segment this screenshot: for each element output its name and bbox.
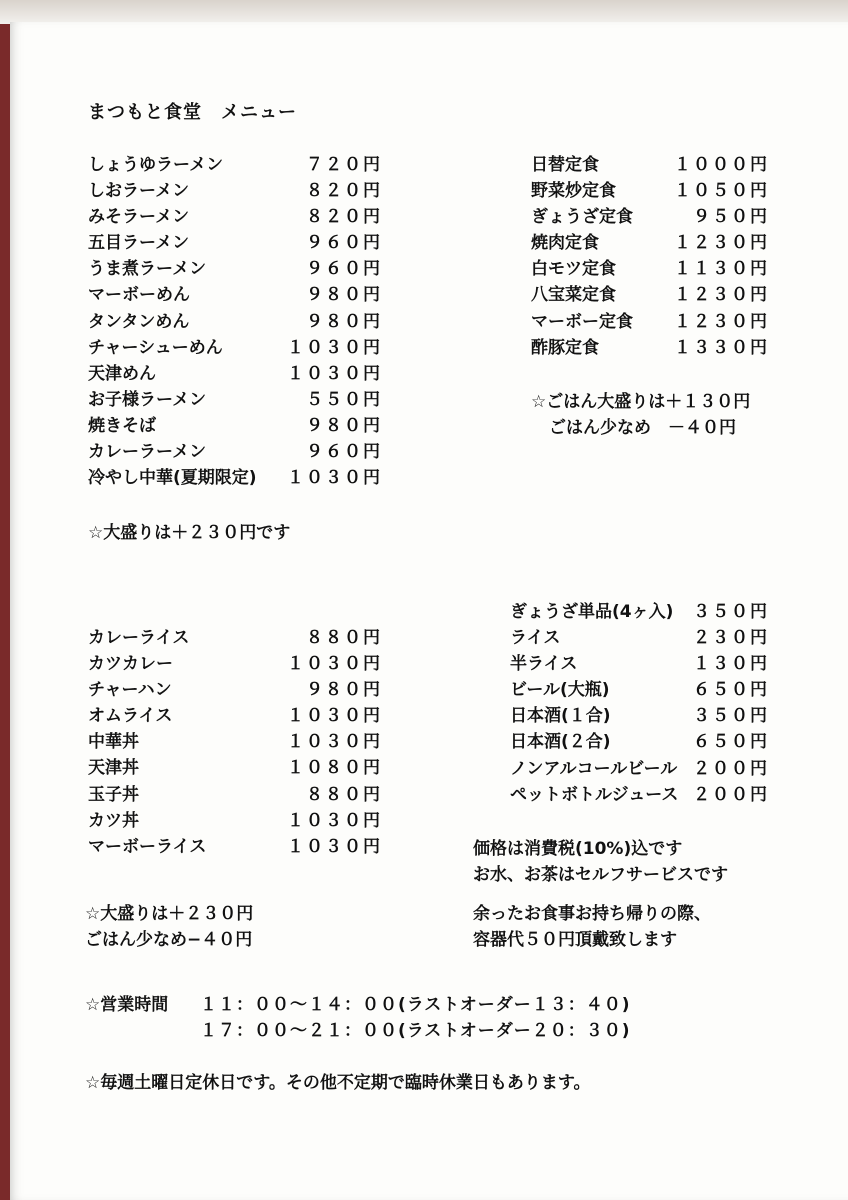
menu-item <box>88 228 382 254</box>
page-title: まつもと食堂 メニュー <box>88 102 297 123</box>
menu-item-price: １０００円 <box>674 155 769 175</box>
set-rice-small-note: ごはん少なめ －４０円 <box>549 418 736 438</box>
menu-item-name: しょうゆラーメン <box>88 155 224 175</box>
takeout-info: 余ったお食事お持ち帰りの際、 <box>473 904 711 924</box>
menu-item <box>88 832 382 858</box>
menu-item-name: 冷やし中華(夏期限定) <box>88 468 257 489</box>
menu-item <box>88 780 382 806</box>
menu-item-price: ９８０円 <box>306 680 382 701</box>
menu-item-name: 玉子丼 <box>88 784 139 805</box>
menu-item-name: 白モツ定食 <box>531 259 616 280</box>
menu-item <box>88 753 382 779</box>
menu-item-name: カレーライス <box>88 628 190 648</box>
closed-days-note: ☆毎週土曜日定休日です。その他不定期で臨時休業日もあります。 <box>85 1073 591 1093</box>
rice-large-note: ☆大盛りは＋２３０円 <box>85 904 254 924</box>
menu-item-name: ビール(大瓶) <box>510 680 610 701</box>
menu-item-name: 日本酒(２合) <box>510 732 611 753</box>
menu-item-price: ９５０円 <box>693 207 769 228</box>
noodle-menu-list <box>88 150 382 489</box>
menu-item-price: １０３０円 <box>287 363 382 384</box>
menu-item <box>531 176 769 202</box>
menu-item <box>510 675 769 701</box>
menu-item-name: ノンアルコールビール <box>510 758 678 779</box>
container-fee-info: 容器代５０円頂戴致します <box>473 930 677 950</box>
set-rice-large-note: ☆ごはん大盛りは＋１３０円 <box>531 392 751 412</box>
menu-item-name: 野菜炒定食 <box>531 181 616 202</box>
menu-item <box>531 254 769 280</box>
menu-item <box>88 150 382 176</box>
menu-item <box>510 754 769 780</box>
menu-item-price: １０３０円 <box>287 337 382 358</box>
menu-item <box>88 333 382 359</box>
menu-item-name: チャーハン <box>88 680 172 701</box>
menu-item-name: ぎょうざ定食 <box>531 207 633 228</box>
menu-item-price: ７２０円 <box>306 155 382 175</box>
menu-item-name: うま煮ラーメン <box>88 259 207 280</box>
menu-item <box>88 385 382 411</box>
menu-item-price: ９８０円 <box>306 415 382 436</box>
menu-item <box>510 597 769 623</box>
menu-item <box>88 727 382 753</box>
side-drink-menu-list <box>510 597 769 806</box>
menu-item-price: １２３０円 <box>674 285 769 306</box>
menu-item-name: カツ丼 <box>88 810 139 831</box>
menu-item <box>88 202 382 228</box>
menu-item-name: 八宝菜定食 <box>531 285 616 306</box>
menu-item-price: １０８０円 <box>287 758 382 779</box>
tax-info: 価格は消費税(10%)込です <box>473 839 683 859</box>
menu-item <box>510 701 769 727</box>
menu-item-price: １１３０円 <box>674 259 769 280</box>
menu-item-name: 酢豚定食 <box>531 337 599 358</box>
menu-item-name: 半ライス <box>510 654 578 675</box>
rice-dish-menu-list <box>88 623 382 858</box>
menu-item-price: ９６０円 <box>306 233 382 254</box>
menu-item-name: 日替定食 <box>531 155 599 175</box>
menu-item-name: ペットボトルジュース <box>510 784 679 805</box>
menu-item <box>88 254 382 280</box>
menu-item <box>510 623 769 649</box>
business-hours-label: ☆営業時間 <box>85 995 169 1015</box>
menu-item <box>88 623 382 649</box>
menu-item <box>88 806 382 832</box>
menu-item-price: ２００円 <box>693 784 769 805</box>
menu-item <box>510 780 769 806</box>
set-meal-menu-list <box>531 150 769 359</box>
menu-item <box>88 307 382 333</box>
menu-item-name: 焼きそば <box>88 415 156 436</box>
menu-item-name: マーボーめん <box>88 285 190 306</box>
menu-item-price: １０５０円 <box>674 181 769 202</box>
menu-item-name: 日本酒(１合) <box>510 706 611 727</box>
menu-item-price: ３５０円 <box>693 706 769 727</box>
menu-item-price: ９６０円 <box>306 259 382 280</box>
menu-item-price: １０３０円 <box>287 468 382 489</box>
menu-item-price: ６５０円 <box>693 732 769 753</box>
menu-item-price: ９６０円 <box>306 442 382 463</box>
menu-item <box>510 649 769 675</box>
menu-item-price: ８８０円 <box>306 784 382 805</box>
menu-item-price: ８２０円 <box>306 207 382 228</box>
top-edge <box>0 0 848 24</box>
menu-item-price: ３５０円 <box>693 602 769 622</box>
menu-item-price: １２３０円 <box>674 311 769 332</box>
menu-item-price: １０３０円 <box>287 706 382 727</box>
rice-small-note: ごはん少なめ−４０円 <box>85 930 253 950</box>
menu-item <box>88 701 382 727</box>
menu-item <box>531 150 769 176</box>
menu-item-price: ８２０円 <box>306 181 382 202</box>
menu-item-price: ２００円 <box>693 758 769 779</box>
menu-item <box>531 202 769 228</box>
menu-item-name: みそラーメン <box>88 207 190 228</box>
menu-item <box>531 228 769 254</box>
menu-item-price: １０３０円 <box>287 836 382 857</box>
menu-item-name: 焼肉定食 <box>531 233 599 254</box>
business-hours-dinner: １７：００～２１：００(ラストオーダー２０：３０) <box>200 1021 631 1041</box>
menu-item-price: １３０円 <box>693 654 769 675</box>
menu-item <box>88 675 382 701</box>
menu-item <box>531 307 769 333</box>
menu-item-name: チャーシューめん <box>88 337 223 358</box>
menu-item-name: 天津めん <box>88 363 156 384</box>
menu-item-name: オムライス <box>88 706 173 727</box>
menu-item-name: 五目ラーメン <box>88 233 190 254</box>
menu-item <box>88 437 382 463</box>
menu-item-price: １３３０円 <box>674 337 769 358</box>
menu-item-name: マーボーライス <box>88 836 207 857</box>
menu-item-price: ９８０円 <box>306 311 382 332</box>
menu-item <box>88 649 382 675</box>
menu-item-name: カツカレー <box>88 654 173 675</box>
menu-item-price: ５５０円 <box>306 389 382 410</box>
menu-item-price: １０３０円 <box>287 654 382 675</box>
menu-item-price: ２３０円 <box>693 628 769 649</box>
menu-item <box>88 463 382 489</box>
menu-item <box>88 176 382 202</box>
menu-item-name: カレーラーメン <box>88 442 207 463</box>
menu-item-name: 天津丼 <box>88 758 139 779</box>
business-hours-lunch: １１：００～１４：００(ラストオーダー１３：４０) <box>200 995 631 1015</box>
menu-item <box>510 727 769 753</box>
menu-item-name: しおラーメン <box>88 181 190 202</box>
self-service-info: お水、お茶はセルフサービスです <box>473 865 728 885</box>
menu-item-name: マーボー定食 <box>531 311 633 332</box>
menu-item-name: 中華丼 <box>88 732 139 753</box>
menu-item-name: ぎょうざ単品(4ヶ入) <box>510 602 674 622</box>
menu-item <box>531 280 769 306</box>
noodle-large-note: ☆大盛りは＋２３０円です <box>88 523 291 543</box>
menu-item-price: １２３０円 <box>674 233 769 254</box>
menu-item <box>531 333 769 359</box>
menu-item-name: ライス <box>510 628 561 649</box>
menu-item-price: ６５０円 <box>693 680 769 701</box>
menu-item <box>88 280 382 306</box>
menu-item-price: １０３０円 <box>287 810 382 831</box>
menu-item-price: ９８０円 <box>306 285 382 306</box>
menu-item-name: タンタンめん <box>88 311 190 332</box>
menu-item-name: お子様ラーメン <box>88 389 207 410</box>
menu-item-price: ８８０円 <box>306 628 382 648</box>
menu-item-price: １０３０円 <box>287 732 382 753</box>
menu-item <box>88 411 382 437</box>
menu-item <box>88 359 382 385</box>
